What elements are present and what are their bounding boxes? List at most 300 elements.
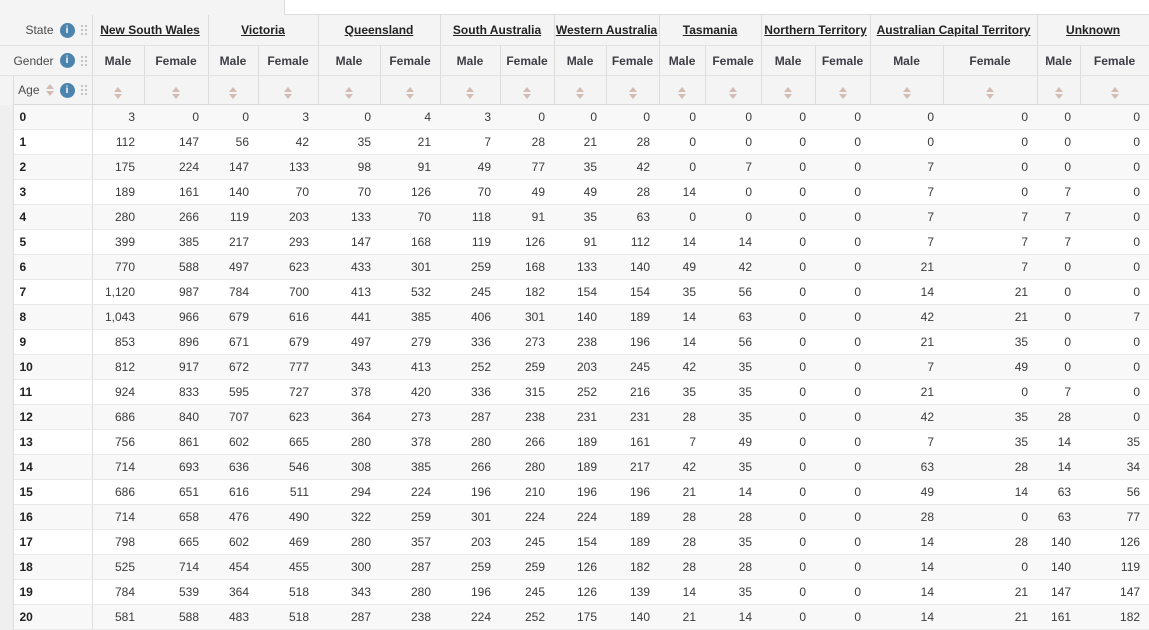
data-cell: 63: [606, 205, 659, 230]
data-cell: 203: [554, 355, 606, 380]
age-row-label: 17: [13, 530, 92, 555]
data-cell: 280: [92, 205, 144, 230]
data-cell: 0: [705, 205, 761, 230]
data-cell: 0: [815, 580, 870, 605]
data-cell: 293: [258, 230, 318, 255]
data-cell: 651: [144, 480, 208, 505]
data-cell: 7: [659, 430, 705, 455]
data-cell: 140: [208, 180, 258, 205]
data-cell: 49: [870, 480, 943, 505]
gender-column-header: Female: [1080, 46, 1149, 76]
data-cell: 140: [606, 255, 659, 280]
pivot-table: [0, 15, 1149, 630]
data-cell: 798: [92, 530, 144, 555]
data-cell: 385: [380, 305, 440, 330]
data-cell: 623: [258, 255, 318, 280]
data-cell: 0: [761, 605, 815, 630]
data-cell: 0: [761, 280, 815, 305]
data-cell: 420: [380, 380, 440, 405]
data-cell: 140: [606, 605, 659, 630]
data-cell: 224: [440, 605, 500, 630]
table-row: [0, 280, 1149, 305]
data-cell: 0: [815, 355, 870, 380]
data-cell: 203: [258, 205, 318, 230]
left-gutter: [0, 105, 13, 630]
data-cell: 147: [208, 155, 258, 180]
data-cell: 0: [761, 105, 815, 130]
data-cell: 189: [554, 430, 606, 455]
sort-icon[interactable]: [1055, 87, 1063, 99]
data-cell: 91: [500, 205, 554, 230]
table-row: [0, 205, 1149, 230]
state-column-header: [440, 15, 554, 46]
data-cell: 189: [554, 455, 606, 480]
sort-icon[interactable]: [523, 87, 531, 99]
data-cell: 0: [943, 555, 1037, 580]
data-cell: 0: [943, 380, 1037, 405]
data-cell: 203: [440, 530, 500, 555]
data-cell: 259: [500, 355, 554, 380]
data-cell: 98: [318, 155, 380, 180]
data-cell: 0: [761, 330, 815, 355]
data-cell: 595: [208, 380, 258, 405]
data-cell: 14: [870, 280, 943, 305]
data-cell: 21: [943, 605, 1037, 630]
data-cell: 0: [815, 205, 870, 230]
data-cell: 518: [258, 580, 318, 605]
state-dimension-cell: [0, 15, 92, 46]
table-row: [0, 230, 1149, 255]
data-cell: 42: [659, 355, 705, 380]
data-cell: 196: [440, 580, 500, 605]
state-column-link[interactable]: Northern Territory: [764, 23, 867, 37]
table-row: [0, 155, 1149, 180]
data-cell: 0: [208, 105, 258, 130]
data-cell: 35: [943, 405, 1037, 430]
data-cell: 175: [92, 155, 144, 180]
data-cell: 679: [208, 305, 258, 330]
data-cell: 252: [500, 605, 554, 630]
data-cell: 0: [705, 180, 761, 205]
data-cell: 63: [1037, 505, 1080, 530]
drag-handle-icon[interactable]: [81, 56, 87, 66]
gender-column-header: Male: [92, 46, 144, 76]
data-cell: 28: [705, 555, 761, 580]
sort-icon[interactable]: [784, 87, 792, 99]
data-cell: 21: [943, 305, 1037, 330]
sort-icon[interactable]: [903, 87, 911, 99]
data-cell: 0: [1037, 105, 1080, 130]
data-cell: 70: [440, 180, 500, 205]
data-cell: 28: [705, 505, 761, 530]
data-cell: 21: [380, 130, 440, 155]
column-sort-cell: [815, 76, 870, 105]
gender-column-header: Male: [440, 46, 500, 76]
state-column-link[interactable]: Tasmania: [682, 23, 738, 37]
gender-column-header: Male: [1037, 46, 1080, 76]
data-cell: 139: [606, 580, 659, 605]
data-cell: 727: [258, 380, 318, 405]
data-cell: 14: [659, 580, 705, 605]
data-cell: 454: [208, 555, 258, 580]
data-cell: 21: [554, 130, 606, 155]
data-cell: 0: [761, 355, 815, 380]
data-cell: 336: [440, 330, 500, 355]
data-cell: 0: [1037, 155, 1080, 180]
state-column-link[interactable]: Queensland: [344, 23, 414, 37]
state-column-link[interactable]: Australian Capital Territory: [876, 23, 1031, 37]
gender-dimension-cell: [0, 46, 92, 76]
data-cell: 0: [815, 430, 870, 455]
column-sort-cell: [761, 76, 815, 105]
column-sort-cell: [606, 76, 659, 105]
data-cell: 0: [1080, 230, 1149, 255]
data-cell: 34: [1080, 455, 1149, 480]
data-cell: 3: [258, 105, 318, 130]
gender-column-header: Female: [815, 46, 870, 76]
age-sort-row: [0, 76, 1149, 105]
data-cell: 14: [870, 555, 943, 580]
data-cell: 0: [1080, 130, 1149, 155]
data-cell: 42: [705, 255, 761, 280]
sort-icon[interactable]: [406, 87, 414, 99]
age-row-label: 6: [13, 255, 92, 280]
data-cell: 378: [318, 380, 380, 405]
data-cell: 343: [318, 355, 380, 380]
data-cell: 77: [1080, 505, 1149, 530]
gender-column-header: Female: [500, 46, 554, 76]
column-sort-cell: [500, 76, 554, 105]
data-cell: 147: [1037, 580, 1080, 605]
data-cell: 280: [318, 530, 380, 555]
data-cell: 812: [92, 355, 144, 380]
data-cell: 259: [380, 505, 440, 530]
data-cell: 0: [761, 305, 815, 330]
sort-icon[interactable]: [576, 87, 584, 99]
gender-column-header: Male: [554, 46, 606, 76]
data-cell: 140: [1037, 555, 1080, 580]
data-cell: 91: [380, 155, 440, 180]
data-cell: 266: [144, 205, 208, 230]
data-cell: 616: [258, 305, 318, 330]
data-cell: 35: [705, 455, 761, 480]
data-cell: 14: [870, 605, 943, 630]
data-cell: 0: [1037, 255, 1080, 280]
table-row: [0, 255, 1149, 280]
data-cell: 917: [144, 355, 208, 380]
data-cell: 63: [1037, 480, 1080, 505]
data-cell: 287: [380, 555, 440, 580]
data-cell: 28: [606, 180, 659, 205]
data-cell: 189: [92, 180, 144, 205]
column-sort-cell: [705, 76, 761, 105]
data-cell: 671: [208, 330, 258, 355]
data-cell: 189: [606, 505, 659, 530]
data-cell: 21: [659, 605, 705, 630]
state-column-link[interactable]: Western Australia: [555, 23, 658, 37]
data-cell: 0: [815, 305, 870, 330]
data-cell: 189: [606, 305, 659, 330]
data-cell: 588: [144, 255, 208, 280]
data-cell: 0: [870, 130, 943, 155]
data-cell: 7: [1037, 180, 1080, 205]
table-row: [0, 605, 1149, 630]
data-cell: 35: [943, 430, 1037, 455]
sort-icon[interactable]: [839, 87, 847, 99]
table-row: [0, 430, 1149, 455]
data-cell: 238: [500, 405, 554, 430]
data-cell: 490: [258, 505, 318, 530]
gender-column-header: Male: [659, 46, 705, 76]
data-cell: 294: [318, 480, 380, 505]
data-cell: 196: [606, 330, 659, 355]
data-cell: 483: [208, 605, 258, 630]
data-cell: 224: [144, 155, 208, 180]
data-cell: 238: [380, 605, 440, 630]
column-sort-cell: [92, 76, 144, 105]
data-cell: 49: [554, 180, 606, 205]
data-cell: 0: [1080, 280, 1149, 305]
data-cell: 0: [761, 230, 815, 255]
column-sort-cell: [554, 76, 606, 105]
data-cell: 28: [659, 530, 705, 555]
data-cell: 399: [92, 230, 144, 255]
data-cell: 216: [606, 380, 659, 405]
data-cell: 287: [440, 405, 500, 430]
data-cell: 280: [318, 430, 380, 455]
data-cell: 322: [318, 505, 380, 530]
info-icon[interactable]: i: [60, 23, 75, 38]
info-icon[interactable]: i: [60, 83, 75, 98]
state-column-link[interactable]: Victoria: [241, 23, 285, 37]
data-cell: 686: [92, 480, 144, 505]
sort-icon[interactable]: [729, 87, 737, 99]
data-cell: 133: [258, 155, 318, 180]
data-cell: 154: [606, 280, 659, 305]
table-row: [0, 580, 1149, 605]
data-cell: 525: [92, 555, 144, 580]
data-cell: 35: [705, 580, 761, 605]
data-cell: 0: [815, 230, 870, 255]
state-column-header: [1037, 15, 1149, 46]
data-cell: 14: [659, 180, 705, 205]
table-row: [0, 105, 1149, 130]
data-cell: 224: [380, 480, 440, 505]
state-column-link[interactable]: New South Wales: [100, 23, 200, 37]
data-cell: 56: [1080, 480, 1149, 505]
data-cell: 0: [606, 105, 659, 130]
data-cell: 853: [92, 330, 144, 355]
data-cell: 336: [440, 380, 500, 405]
state-column-header: [659, 15, 761, 46]
age-row-label: 16: [13, 505, 92, 530]
data-cell: 7: [1037, 380, 1080, 405]
gender-column-header: Female: [258, 46, 318, 76]
data-cell: 0: [1037, 130, 1080, 155]
data-cell: 581: [92, 605, 144, 630]
data-cell: 182: [500, 280, 554, 305]
data-cell: 588: [144, 605, 208, 630]
data-cell: 301: [440, 505, 500, 530]
data-cell: 245: [500, 580, 554, 605]
data-cell: 469: [258, 530, 318, 555]
data-cell: 42: [870, 405, 943, 430]
age-row-label: 0: [13, 105, 92, 130]
data-cell: 0: [659, 130, 705, 155]
column-sort-cell: [440, 76, 500, 105]
data-cell: 231: [606, 405, 659, 430]
data-cell: 196: [554, 480, 606, 505]
data-cell: 28: [659, 555, 705, 580]
data-cell: 7: [870, 230, 943, 255]
data-cell: 140: [1037, 530, 1080, 555]
sort-icon[interactable]: [284, 87, 292, 99]
data-cell: 539: [144, 580, 208, 605]
data-cell: 70: [258, 180, 318, 205]
data-cell: 0: [1080, 405, 1149, 430]
data-cell: 623: [258, 405, 318, 430]
data-cell: 126: [1080, 530, 1149, 555]
data-cell: 0: [500, 105, 554, 130]
data-cell: 35: [943, 330, 1037, 355]
data-cell: 0: [1080, 380, 1149, 405]
data-cell: 714: [92, 505, 144, 530]
data-cell: 602: [208, 530, 258, 555]
data-cell: 168: [380, 230, 440, 255]
data-cell: 3: [92, 105, 144, 130]
info-icon[interactable]: i: [60, 53, 75, 68]
data-cell: 280: [440, 430, 500, 455]
data-cell: 35: [705, 355, 761, 380]
data-cell: 665: [258, 430, 318, 455]
age-row-label: 3: [13, 180, 92, 205]
data-cell: 0: [1037, 330, 1080, 355]
state-header-row: [0, 15, 1149, 46]
age-row-label: 2: [13, 155, 92, 180]
data-cell: 7: [870, 155, 943, 180]
data-cell: 0: [943, 155, 1037, 180]
data-cell: 7: [1037, 205, 1080, 230]
data-cell: 1,043: [92, 305, 144, 330]
age-row-label: 18: [13, 555, 92, 580]
data-cell: 0: [659, 105, 705, 130]
data-cell: 0: [815, 605, 870, 630]
drag-handle-icon[interactable]: [81, 25, 87, 35]
gender-column-header: Female: [380, 46, 440, 76]
sort-icon[interactable]: [229, 87, 237, 99]
data-cell: 385: [380, 455, 440, 480]
gender-column-header: Male: [870, 46, 943, 76]
data-cell: 0: [870, 105, 943, 130]
data-cell: 217: [208, 230, 258, 255]
data-cell: 0: [1080, 205, 1149, 230]
table-row: [0, 330, 1149, 355]
data-cell: 7: [943, 255, 1037, 280]
state-dimension-label: State: [25, 23, 54, 37]
sort-icon[interactable]: [678, 87, 686, 99]
data-cell: 300: [318, 555, 380, 580]
data-cell: 0: [815, 480, 870, 505]
sort-icon[interactable]: [114, 87, 122, 99]
data-cell: 0: [1080, 255, 1149, 280]
data-cell: 28: [1037, 405, 1080, 430]
sort-icon[interactable]: [986, 87, 994, 99]
sort-icon[interactable]: [466, 87, 474, 99]
data-cell: 0: [705, 130, 761, 155]
gender-column-header: Male: [318, 46, 380, 76]
data-cell: 119: [1080, 555, 1149, 580]
data-cell: 756: [92, 430, 144, 455]
data-cell: 35: [659, 380, 705, 405]
top-filler-strip: [0, 0, 1149, 15]
data-cell: 77: [500, 155, 554, 180]
data-cell: 0: [318, 105, 380, 130]
data-cell: 28: [943, 530, 1037, 555]
data-cell: 0: [1037, 305, 1080, 330]
data-cell: 413: [380, 355, 440, 380]
data-cell: 154: [554, 280, 606, 305]
sort-icon[interactable]: [1111, 87, 1119, 99]
data-cell: 35: [318, 130, 380, 155]
data-cell: 0: [943, 105, 1037, 130]
data-cell: 301: [380, 255, 440, 280]
state-column-link[interactable]: Unknown: [1066, 23, 1121, 37]
sort-icon[interactable]: [629, 87, 637, 99]
table-row: [0, 405, 1149, 430]
top-filler-right: [285, 0, 1149, 15]
data-cell: 266: [440, 455, 500, 480]
data-cell: 315: [500, 380, 554, 405]
data-cell: 0: [815, 505, 870, 530]
drag-handle-icon[interactable]: [81, 85, 87, 95]
state-column-link[interactable]: South Australia: [452, 23, 542, 37]
data-cell: 7: [1080, 305, 1149, 330]
data-cell: 42: [258, 130, 318, 155]
age-row-label: 10: [13, 355, 92, 380]
age-row-label: 8: [13, 305, 92, 330]
data-cell: 840: [144, 405, 208, 430]
data-cell: 0: [815, 405, 870, 430]
data-cell: 14: [705, 480, 761, 505]
data-cell: 0: [1080, 155, 1149, 180]
data-cell: 56: [705, 280, 761, 305]
data-cell: 14: [1037, 430, 1080, 455]
data-cell: 14: [870, 530, 943, 555]
data-cell: 0: [1080, 355, 1149, 380]
data-cell: 693: [144, 455, 208, 480]
data-cell: 245: [440, 280, 500, 305]
table-row: [0, 455, 1149, 480]
age-row-label: 7: [13, 280, 92, 305]
data-cell: 1,120: [92, 280, 144, 305]
gender-dimension-label: Gender: [13, 53, 54, 68]
state-column-header: [761, 15, 870, 46]
state-column-header: [208, 15, 318, 46]
data-cell: 259: [440, 255, 500, 280]
state-column-header: [318, 15, 440, 46]
data-cell: 21: [943, 280, 1037, 305]
sort-icon[interactable]: [345, 87, 353, 99]
data-cell: 777: [258, 355, 318, 380]
sort-icon[interactable]: [172, 87, 180, 99]
age-dimension-cell: [13, 76, 92, 105]
data-cell: 126: [380, 180, 440, 205]
sort-icon[interactable]: [46, 84, 54, 96]
state-column-header: [92, 15, 208, 46]
gender-column-header: Female: [606, 46, 659, 76]
data-cell: 112: [606, 230, 659, 255]
data-cell: 0: [1080, 105, 1149, 130]
